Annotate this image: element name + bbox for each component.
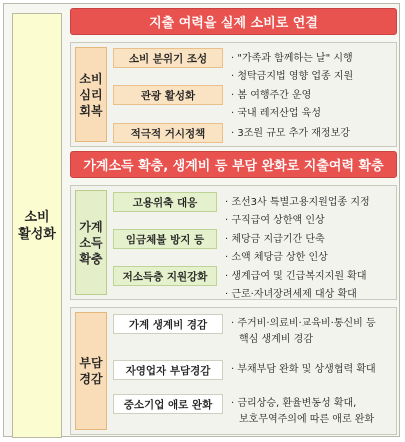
item-details (225, 231, 328, 267)
item-details (231, 87, 321, 123)
item-tag: 관광 활성화 (113, 85, 223, 105)
detail-line: · 소액 체당금 상한 인상 (225, 252, 328, 263)
detail-line: · 금리상승, 환율변동성 확대, (231, 398, 357, 409)
detail-line: · 3조원 규모 추가 재정보강 (231, 128, 350, 139)
item-tag: 중소기업 애로 완화 (113, 394, 223, 414)
item-details (231, 316, 376, 348)
detail-line: 핵심 생계비 경감 (239, 334, 313, 345)
detail-line: · 체당금 지급기간 단축 (225, 234, 325, 245)
detail-line: 보호무역주의에 따른 애로 완화 (239, 414, 375, 425)
item-tag: 자영업자 부담경감 (113, 360, 223, 380)
item-tag: 저소득층 지원강화 (113, 266, 217, 286)
item-details (231, 125, 350, 143)
item-details (225, 268, 366, 304)
item-details (231, 396, 374, 428)
item-tag: 임금체불 방지 등 (113, 229, 217, 249)
category-label: 가계 소득 확충 (75, 190, 107, 295)
section-household-income (70, 185, 397, 300)
item-tag: 고용위축 대응 (113, 192, 217, 212)
detail-line: · 구직급여 상한액 인상 (225, 215, 325, 226)
banner-middle: 가계소득 확충, 생계비 등 부담 완화로 지출여력 확충 (70, 151, 397, 178)
item-tag: 가계 생계비 경감 (113, 314, 223, 334)
diagram-frame (3, 3, 400, 437)
detail-line: · 부채부담 완화 및 상생협력 확대 (231, 364, 376, 375)
section-consumer-sentiment (70, 42, 397, 147)
item-details (225, 194, 370, 230)
detail-line: · 봄 여행주간 운영 (231, 90, 312, 101)
category-label: 부담 경감 (75, 312, 107, 430)
root-label: 소비 활성화 (12, 13, 62, 438)
detail-line: · 근로·자녀장려세제 대상 확대 (225, 289, 357, 300)
detail-line: · 조선3사 특별고용지원업종 지정 (225, 197, 370, 208)
detail-line: · 청탁금지법 영향 업종 지원 (231, 71, 354, 82)
section-burden-relief (70, 307, 397, 435)
category-label: 소비 심리 회복 (75, 47, 107, 142)
detail-line: · 국내 레저산업 육성 (231, 108, 321, 119)
item-details (231, 50, 353, 86)
banner-top: 지출 여력을 실제 소비로 연결 (70, 8, 397, 35)
detail-line: · 생계급여 및 긴급복지지원 확대 (225, 271, 367, 282)
item-details (231, 362, 376, 378)
detail-line: · 주거비·의료비·교육비·통신비 등 (231, 318, 376, 329)
item-tag: 소비 분위기 조성 (113, 48, 223, 68)
item-tag: 적극적 거시정책 (113, 123, 223, 143)
detail-line: · "가족과 함께하는 날" 시행 (231, 53, 353, 64)
